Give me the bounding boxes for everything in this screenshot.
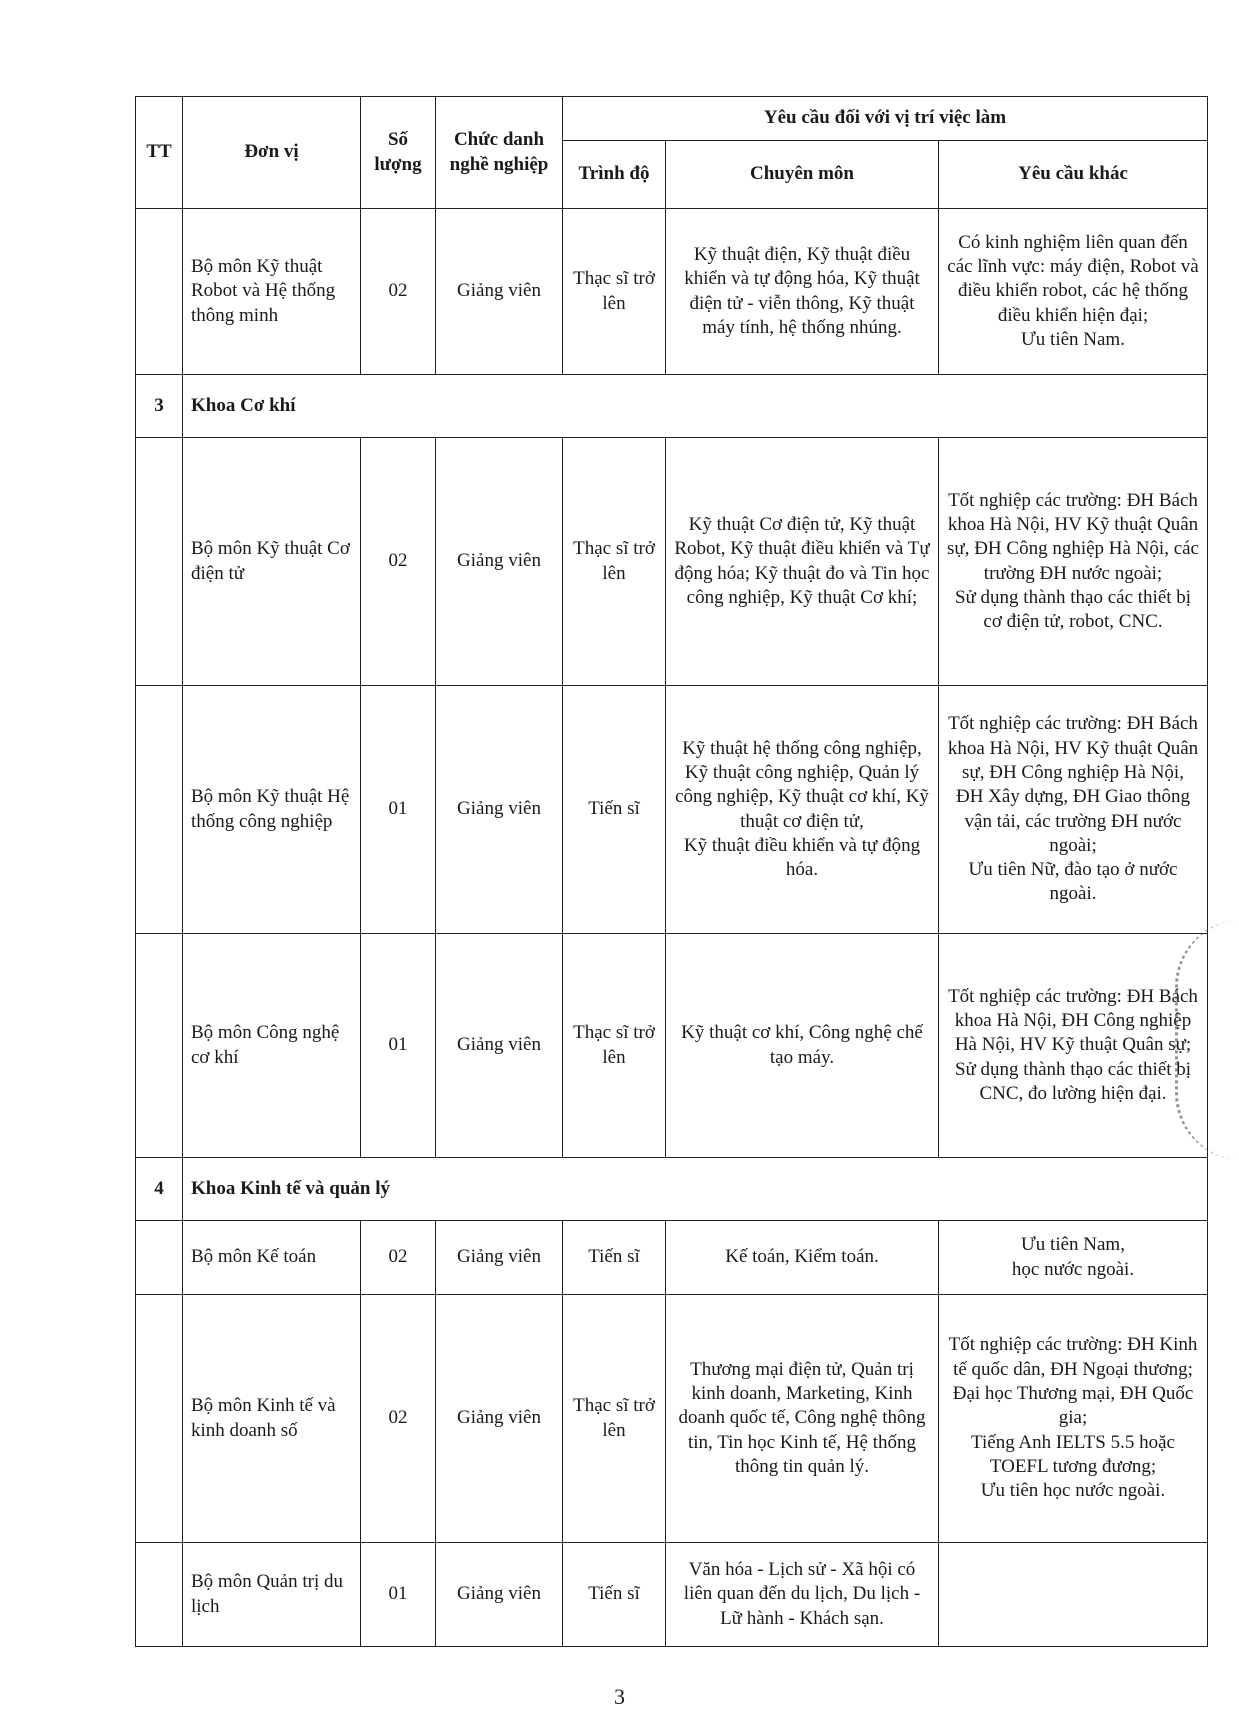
- cell-trinh-do: Thạc sĩ trở lên: [563, 209, 666, 375]
- cell-so-luong: 02: [361, 1295, 436, 1543]
- cell-don-vi: Bộ môn Quản trị du lịch: [183, 1543, 361, 1647]
- cell-chuc-danh: Giảng viên: [436, 209, 563, 375]
- cell-don-vi: Bộ môn Công nghệ cơ khí: [183, 934, 361, 1158]
- table-row: [136, 438, 1208, 686]
- cell-yeu-cau-khac: Ưu tiên Nam, học nước ngoài.: [939, 1221, 1208, 1295]
- header-don-vi: Đơn vị: [183, 97, 361, 209]
- cell-so-luong: 02: [361, 209, 436, 375]
- cell-trinh-do: Thạc sĩ trở lên: [563, 438, 666, 686]
- header-yeu-cau-group: Yêu cầu đối với vị trí việc làm: [563, 97, 1208, 141]
- section-name: Khoa Kinh tế và quản lý: [183, 1158, 1208, 1221]
- cell-don-vi: Bộ môn Kỹ thuật Cơ điện tử: [183, 438, 361, 686]
- cell-trinh-do: Tiến sĩ: [563, 1543, 666, 1647]
- cell-chuc-danh: Giảng viên: [436, 934, 563, 1158]
- cell-chuc-danh: Giảng viên: [436, 686, 563, 934]
- section-row: [136, 375, 1208, 438]
- cell-yeu-cau-khac: Tốt nghiệp các trường: ĐH Bách khoa Hà Nội, HV Kỹ thuật Quân sự, ĐH Công nghiệp Hà Nội, các trường ĐH nước ngoài; Sử dụng thành thạo các thiết bị cơ điện tử, robot, CNC.: [939, 438, 1208, 686]
- cell-don-vi: Bộ môn Kế toán: [183, 1221, 361, 1295]
- cell-yeu-cau-khac: Có kinh nghiệm liên quan đến các lĩnh vực: máy điện, Robot và điều khiển robot, các hệ thống điều khiển hiện đại; Ưu tiên Nam.: [939, 209, 1208, 375]
- table-row: [136, 686, 1208, 934]
- cell-don-vi: Bộ môn Kỹ thuật Robot và Hệ thống thông minh: [183, 209, 361, 375]
- section-name: Khoa Cơ khí: [183, 375, 1208, 438]
- header-so-luong: Số lượng: [361, 97, 436, 209]
- cell-trinh-do: Tiến sĩ: [563, 1221, 666, 1295]
- cell-chuyen-mon: Kế toán, Kiểm toán.: [666, 1221, 939, 1295]
- section-row: [136, 1158, 1208, 1221]
- table-row: [136, 1295, 1208, 1543]
- header-chuc-danh: Chức danh nghề nghiệp: [436, 97, 563, 209]
- cell-don-vi: Bộ môn Kinh tế và kinh doanh số: [183, 1295, 361, 1543]
- cell-yeu-cau-khac: Tốt nghiệp các trường: ĐH Kinh tế quốc dân, ĐH Ngoại thương; Đại học Thương mại, ĐH Quốc gia; Tiếng Anh IELTS 5.5 hoặc TOEFL tương đương; Ưu tiên học nước ngoài.: [939, 1295, 1208, 1543]
- table-row: [136, 1543, 1208, 1647]
- cell-chuyen-mon: Kỹ thuật cơ khí, Công nghệ chế tạo máy.: [666, 934, 939, 1158]
- header-yeu-cau-khac: Yêu cầu khác: [939, 141, 1208, 209]
- cell-chuyen-mon: Văn hóa - Lịch sử - Xã hội có liên quan đến du lịch, Du lịch - Lữ hành - Khách sạn.: [666, 1543, 939, 1647]
- table-row: [136, 1221, 1208, 1295]
- header-tt: TT: [136, 97, 183, 209]
- cell-chuyen-mon: Kỹ thuật Cơ điện tử, Kỹ thuật Robot, Kỹ thuật điều khiển và Tự động hóa; Kỹ thuật đo và Tin học công nghiệp, Kỹ thuật Cơ khí;: [666, 438, 939, 686]
- cell-so-luong: 02: [361, 438, 436, 686]
- cell-trinh-do: Thạc sĩ trở lên: [563, 934, 666, 1158]
- cell-tt: [136, 1295, 183, 1543]
- table-row: [136, 934, 1208, 1158]
- cell-chuyen-mon: Thương mại điện tử, Quản trị kinh doanh, Marketing, Kinh doanh quốc tế, Công nghệ thông tin, Tin học Kinh tế, Hệ thống thông tin quản lý.: [666, 1295, 939, 1543]
- cell-chuc-danh: Giảng viên: [436, 438, 563, 686]
- cell-so-luong: 01: [361, 934, 436, 1158]
- page-number: 3: [614, 1684, 625, 1709]
- cell-chuyen-mon: Kỹ thuật điện, Kỹ thuật điều khiển và tự động hóa, Kỹ thuật điện tử - viễn thông, Kỹ thuật máy tính, hệ thống nhúng.: [666, 209, 939, 375]
- cell-yeu-cau-khac: Tốt nghiệp các trường: ĐH Bách khoa Hà Nội, HV Kỹ thuật Quân sự, ĐH Công nghiệp Hà Nội, ĐH Xây dựng, ĐH Giao thông vận tải, các trường ĐH nước ngoài; Ưu tiên Nữ, đào tạo ở nước ngoài.: [939, 686, 1208, 934]
- cell-so-luong: 01: [361, 1543, 436, 1647]
- cell-tt: [136, 1543, 183, 1647]
- table-row: [136, 209, 1208, 375]
- cell-don-vi: Bộ môn Kỹ thuật Hệ thống công nghiệp: [183, 686, 361, 934]
- cell-so-luong: 01: [361, 686, 436, 934]
- cell-trinh-do: Thạc sĩ trở lên: [563, 1295, 666, 1543]
- recruitment-table: [135, 96, 1208, 1647]
- cell-chuc-danh: Giảng viên: [436, 1543, 563, 1647]
- section-tt: 4: [136, 1158, 183, 1221]
- header-trinh-do: Trình độ: [563, 141, 666, 209]
- cell-chuc-danh: Giảng viên: [436, 1295, 563, 1543]
- cell-tt: [136, 1221, 183, 1295]
- cell-yeu-cau-khac: Tốt nghiệp các trường: ĐH Bách khoa Hà Nội, ĐH Công nghiệp Hà Nội, HV Kỹ thuật Quân sự; Sử dụng thành thạo các thiết bị CNC, đo lường hiện đại.: [939, 934, 1208, 1158]
- header-chuyen-mon: Chuyên môn: [666, 141, 939, 209]
- section-tt: 3: [136, 375, 183, 438]
- cell-tt: [136, 438, 183, 686]
- cell-tt: [136, 934, 183, 1158]
- cell-yeu-cau-khac: [939, 1543, 1208, 1647]
- cell-tt: [136, 209, 183, 375]
- cell-tt: [136, 686, 183, 934]
- cell-so-luong: 02: [361, 1221, 436, 1295]
- cell-trinh-do: Tiến sĩ: [563, 686, 666, 934]
- stamp-fragment: [1175, 920, 1239, 1160]
- cell-chuc-danh: Giảng viên: [436, 1221, 563, 1295]
- cell-chuyen-mon: Kỹ thuật hệ thống công nghiệp, Kỹ thuật công nghiệp, Quản lý công nghiệp, Kỹ thuật cơ khí, Kỹ thuật cơ điện tử, Kỹ thuật điều khiển và tự động hóa.: [666, 686, 939, 934]
